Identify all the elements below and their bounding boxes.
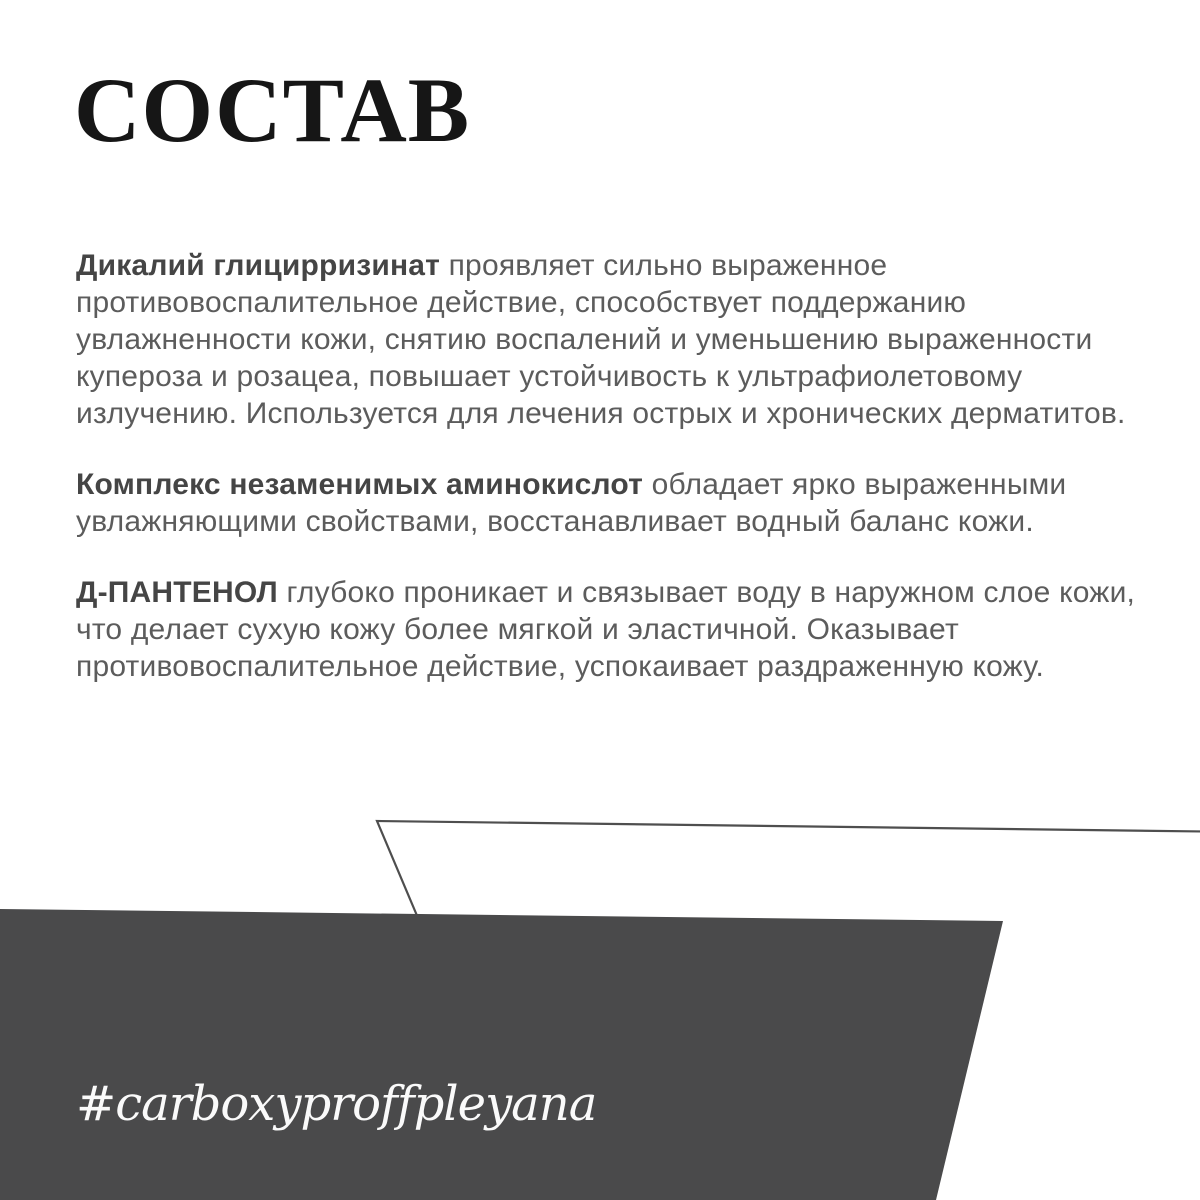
ingredient-name-bold: Дикалий глицирризинат (76, 249, 441, 282)
text-line: Дикалий глицирризинат проявляет сильно выраженное (76, 249, 888, 282)
text-line: Д-ПАНТЕНОЛ глубоко проникает и связывает воду в наружном слое кожи, (76, 576, 1136, 609)
text-line: купероза и розацеа, повышает устойчивость к ультрафиолетовому (76, 360, 1023, 393)
text-line: противовоспалительное действие, успокаивает раздраженную кожу. (76, 650, 1044, 683)
ingredient-name-bold: Д-ПАНТЕНОЛ (76, 576, 278, 609)
text-line: Комплекс незаменимых аминокислот обладает ярко выраженными (76, 468, 1067, 501)
text-line: увлажняющими свойствами, восстанавливает водный баланс кожи. (76, 505, 1034, 538)
hashtag-caption: #carboxyproffpleyana (76, 1076, 597, 1132)
white-panel-outline-shape (377, 821, 1200, 918)
text-line: противовоспалительное действие, способствует поддержанию (76, 286, 967, 319)
text-line: что делает сухую кожу более мягкой и эластичной. Оказывает (76, 613, 959, 646)
ingredient-name-bold: Комплекс незаменимых аминокислот (76, 468, 644, 501)
slide-title: СОСТАВ (74, 59, 471, 161)
text-line: излучению. Используется для лечения острых и хронических дерматитов. (76, 397, 1126, 430)
text-line: увлажненности кожи, снятию воспалений и уменьшению выраженности (76, 323, 1093, 356)
dark-corner-shape (0, 909, 1003, 1200)
